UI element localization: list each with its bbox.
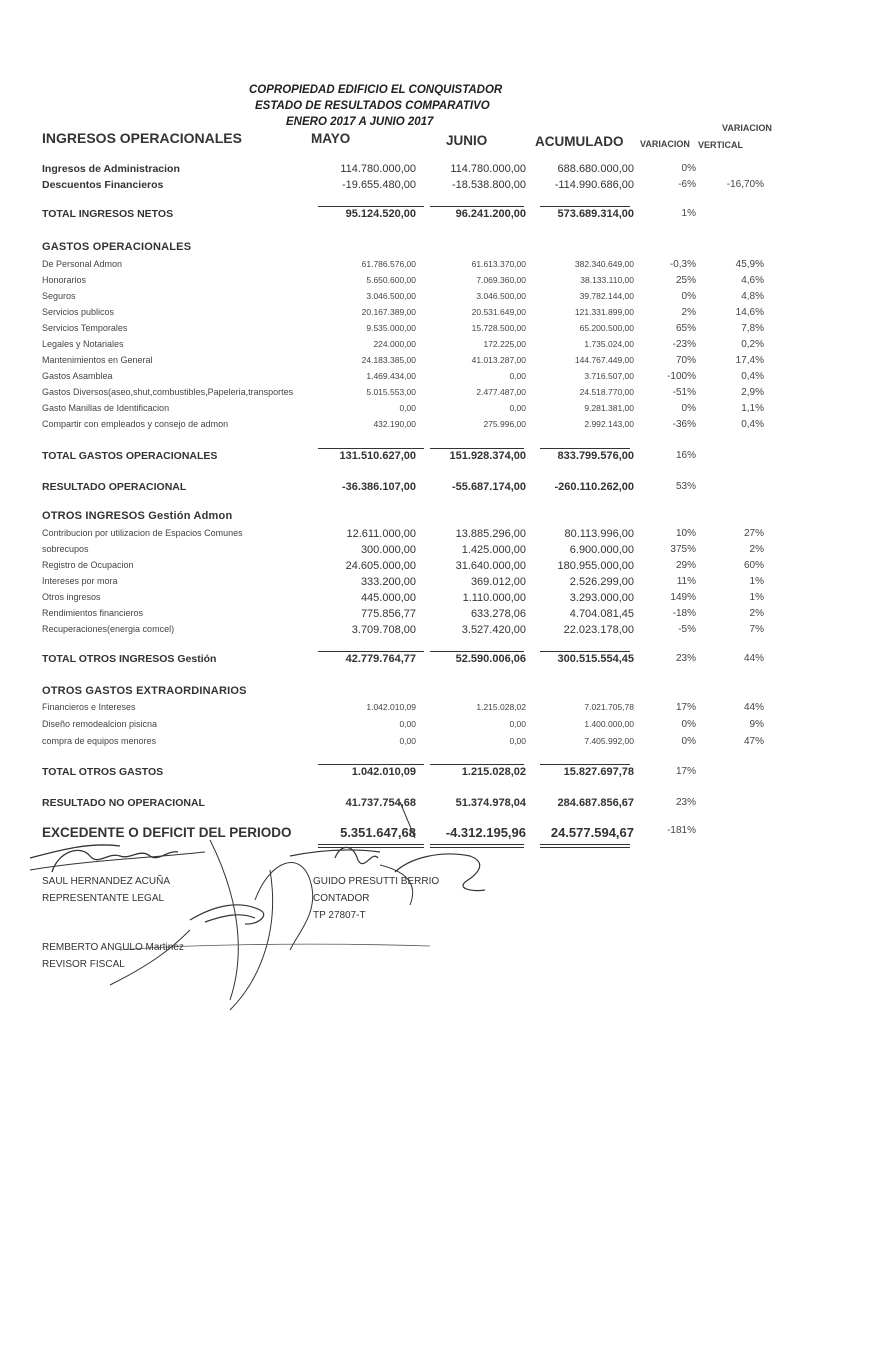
ingresos-row-acumulado: 688.680.000,00 [557, 163, 634, 175]
otros-ingresos-row-vertical: 7% [749, 624, 764, 635]
total-ingresos-row-mayo: 95.124.520,00 [345, 208, 416, 220]
excedente-row-acumulado: 24.577.594,67 [550, 825, 634, 840]
resultado-operacional-row-label: RESULTADO OPERACIONAL [42, 481, 187, 493]
gastos-row-mayo: 224.000,00 [373, 339, 416, 349]
gastos-row-acumulado: 3.716.507,00 [584, 371, 634, 381]
gastos-row-acumulado: 65.200.500,00 [579, 323, 634, 333]
otros-ingresos-row-mayo: 3.709.708,00 [351, 624, 416, 636]
otros-ingresos-row-variacion: 375% [670, 544, 696, 555]
excedente-row-variacion: -181% [667, 825, 696, 836]
gastos-row-variacion: 70% [675, 355, 696, 366]
gastos-row-variacion: -51% [672, 387, 696, 398]
total-gastos-row-mayo: 131.510.627,00 [339, 450, 416, 462]
col-variacion: VARIACION [640, 139, 690, 149]
revisor-role: REVISOR FISCAL [42, 959, 125, 970]
otros-ingresos-row-vertical: 2% [749, 608, 764, 619]
ingresos-row-acumulado: -114.990.686,00 [554, 179, 634, 191]
otros-ingresos-row-mayo: 333.200,00 [360, 576, 416, 588]
col-junio: JUNIO [446, 133, 488, 148]
excedente-row-junio: -4.312.195,96 [445, 825, 526, 840]
otros-gastos-row-label: Diseño remodealcion pisicna [42, 719, 158, 729]
otros-ingresos-row-variacion: -5% [678, 624, 696, 635]
gastos-row-mayo: 20.167.389,00 [361, 307, 416, 317]
resultado-no-operacional-row-variacion: 23% [675, 797, 696, 808]
gastos-row-junio: 61.613.370,00 [471, 259, 526, 269]
gastos-row-acumulado: 144.767.449,00 [574, 355, 634, 365]
otros-ingresos-row-vertical: 60% [743, 560, 764, 571]
otros-ingresos-row-mayo: 300.000,00 [360, 544, 416, 556]
otros-ingresos-row-label: Contribucion por utilizacion de Espacios Comunes [42, 528, 243, 538]
gastos-row-acumulado: 39.782.144,00 [579, 291, 634, 301]
otros-ingresos-row-junio: 633.278,06 [470, 608, 526, 620]
otros-gastos-row-variacion: 0% [681, 719, 696, 730]
otros-ingresos-row-acumulado: 2.526.299,00 [569, 576, 634, 588]
otros-gastos-row-acumulado: 7.021.705,78 [584, 702, 634, 712]
otros-ingresos-row-junio: 369.012,00 [470, 576, 526, 588]
resultado-no-operacional-row-junio: 51.374.978,04 [455, 797, 526, 809]
report-period: ENERO 2017 A JUNIO 2017 [286, 116, 434, 128]
gastos-row-vertical: 14,6% [735, 307, 764, 318]
col-mayo: MAYO [311, 131, 351, 146]
total-gastos-row-acumulado: 833.799.576,00 [557, 450, 634, 462]
otros-ingresos-row-vertical: 27% [743, 528, 764, 539]
gastos-row-junio: 41.013.287,00 [471, 355, 526, 365]
otros-gastos-row-acumulado: 7.405.992,00 [584, 736, 634, 746]
gastos-row-vertical: 0,4% [741, 419, 764, 430]
otros-ingresos-row-label: Intereses por mora [42, 576, 118, 586]
total-otros-gastos-row-acumulado: 15.827.697,78 [563, 766, 634, 778]
company-name: COPROPIEDAD EDIFICIO EL CONQUISTADOR [249, 84, 503, 96]
gastos-row-variacion: -23% [672, 339, 696, 350]
gastos-row-acumulado: 24.518.770,00 [579, 387, 634, 397]
section-gastos-operacionales: GASTOS OPERACIONALES [42, 241, 192, 253]
excedente-row-label: EXCEDENTE O DEFICIT DEL PERIODO [42, 825, 292, 840]
gastos-row-mayo: 0,00 [399, 403, 416, 413]
otros-gastos-row-junio: 0,00 [509, 719, 526, 729]
contador-name: GUIDO PRESUTTI BERRIO [313, 876, 440, 887]
gastos-row-variacion: -36% [672, 419, 696, 430]
gastos-row-label: Servicios publicos [42, 307, 115, 317]
gastos-row-label: Gasto Manillas de Identificacion [42, 403, 170, 413]
gastos-row-vertical: 1,1% [741, 403, 764, 414]
otros-ingresos-row-label: Otros ingresos [42, 592, 101, 602]
otros-ingresos-row-vertical: 1% [749, 576, 764, 587]
otros-gastos-row-acumulado: 1.400.000,00 [584, 719, 634, 729]
ingresos-row-mayo: -19.655.480,00 [341, 179, 416, 191]
total-ingresos-row-variacion: 1% [681, 208, 696, 219]
total-otros-gastos-row-junio: 1.215.028,02 [461, 766, 526, 778]
gastos-row-vertical: 4,8% [741, 291, 764, 302]
gastos-row-variacion: 65% [675, 323, 696, 334]
gastos-row-mayo: 24.183.385,00 [361, 355, 416, 365]
ingresos-row-variacion: 0% [681, 163, 696, 174]
otros-ingresos-row-junio: 13.885.296,00 [455, 528, 526, 540]
gastos-row-acumulado: 38.133.110,00 [580, 275, 634, 285]
gastos-row-label: Honorarios [42, 275, 87, 285]
total-gastos-row-junio: 151.928.374,00 [449, 450, 526, 462]
resultado-no-operacional-row-mayo: 41.737.754,68 [345, 797, 416, 809]
gastos-row-mayo: 9.535.000,00 [366, 323, 416, 333]
otros-gastos-row-mayo: 0,00 [399, 719, 416, 729]
total-ingresos-row-junio: 96.241.200,00 [455, 208, 526, 220]
gastos-row-junio: 2.477.487,00 [476, 387, 526, 397]
gastos-row-mayo: 3.046.500,00 [366, 291, 416, 301]
ingresos-row-label: Descuentos Financieros [42, 179, 164, 191]
ingresos-row-mayo: 114.780.000,00 [340, 163, 416, 175]
gastos-row-junio: 0,00 [509, 371, 526, 381]
ingresos-row-vertical: -16,70% [726, 179, 764, 190]
otros-ingresos-row-variacion: 149% [670, 592, 696, 603]
gastos-row-vertical: 0,2% [741, 339, 764, 350]
ingresos-row-label: Ingresos de Administracion [42, 163, 180, 175]
total-otros-gastos-row-mayo: 1.042.010,09 [351, 766, 416, 778]
resultado-operacional-row-junio: -55.687.174,00 [451, 481, 526, 493]
resultado-no-operacional-row-acumulado: 284.687.856,67 [557, 797, 634, 809]
excedente-row-mayo: 5.351.647,68 [340, 825, 416, 840]
otros-ingresos-row-mayo: 12.611.000,00 [346, 528, 416, 540]
otros-ingresos-row-junio: 1.110.000,00 [462, 592, 526, 604]
gastos-row-label: Legales y Notariales [42, 339, 124, 349]
total-otros-gastos-row-label: TOTAL OTROS GASTOS [42, 766, 164, 778]
otros-ingresos-row-acumulado: 3.293.000,00 [569, 592, 634, 604]
total-otros-gastos-row-variacion: 17% [675, 766, 696, 777]
gastos-row-vertical: 2,9% [741, 387, 764, 398]
gastos-row-variacion: 0% [681, 403, 696, 414]
otros-gastos-row-variacion: 17% [675, 702, 696, 713]
gastos-row-vertical: 7,8% [741, 323, 764, 334]
otros-ingresos-row-acumulado: 6.900.000,00 [569, 544, 634, 556]
gastos-row-vertical: 45,9% [735, 259, 764, 270]
otros-gastos-row-junio: 0,00 [509, 736, 526, 746]
otros-gastos-row-label: Financieros e Intereses [42, 702, 136, 712]
otros-ingresos-row-vertical: 1% [749, 592, 764, 603]
ingresos-row-junio: -18.538.800,00 [451, 179, 526, 191]
gastos-row-mayo: 1.469.434,00 [366, 371, 416, 381]
gastos-row-mayo: 5.650.600,00 [366, 275, 416, 285]
rep-legal-name: SAUL HERNANDEZ ACUÑA [42, 876, 170, 887]
gastos-row-junio: 0,00 [509, 403, 526, 413]
gastos-row-junio: 20.531.649,00 [471, 307, 526, 317]
otros-ingresos-row-mayo: 24.605.000,00 [345, 560, 416, 572]
total-ingresos-row-label: TOTAL INGRESOS NETOS [42, 208, 174, 220]
gastos-row-variacion: 25% [675, 275, 696, 286]
otros-gastos-row-vertical: 44% [743, 702, 764, 713]
gastos-row-acumulado: 121.331.899,00 [574, 307, 634, 317]
otros-gastos-row-variacion: 0% [681, 736, 696, 747]
otros-ingresos-row-acumulado: 180.955.000,00 [557, 560, 634, 572]
gastos-row-mayo: 61.786.576,00 [361, 259, 416, 269]
resultado-operacional-row-acumulado: -260.110.262,00 [554, 481, 634, 493]
gastos-row-junio: 172.225,00 [483, 339, 526, 349]
gastos-row-junio: 15.728.500,00 [471, 323, 526, 333]
gastos-row-label: Gastos Asamblea [42, 371, 113, 381]
otros-ingresos-row-junio: 1.425.000,00 [461, 544, 526, 556]
total-otros-ingresos-row-mayo: 42.779.764,77 [345, 653, 416, 665]
gastos-row-vertical: 17,4% [735, 355, 764, 366]
total-otros-ingresos-row-label: TOTAL OTROS INGRESOS Gestión [42, 653, 217, 665]
otros-ingresos-row-junio: 31.640.000,00 [455, 560, 526, 572]
otros-ingresos-row-label: Recuperaciones(energia comcel) [42, 624, 175, 634]
total-otros-ingresos-row-variacion: 23% [675, 653, 696, 664]
otros-gastos-row-junio: 1.215.028,02 [476, 702, 526, 712]
otros-gastos-row-vertical: 47% [743, 736, 764, 747]
gastos-row-mayo: 432.190,00 [373, 419, 416, 429]
otros-ingresos-row-mayo: 775.856,77 [360, 608, 416, 620]
gastos-row-junio: 3.046.500,00 [476, 291, 526, 301]
gastos-row-label: Compartir con empleados y consejo de admon [42, 419, 229, 429]
gastos-row-acumulado: 9.281.381,00 [584, 403, 634, 413]
ingresos-row-junio: 114.780.000,00 [450, 163, 526, 175]
gastos-row-label: De Personal Admon [42, 259, 123, 269]
otros-ingresos-row-variacion: 10% [675, 528, 696, 539]
otros-ingresos-row-vertical: 2% [749, 544, 764, 555]
otros-ingresos-row-label: sobrecupos [42, 544, 89, 554]
gastos-row-acumulado: 1.735.024,00 [584, 339, 634, 349]
otros-ingresos-row-acumulado: 80.113.996,00 [564, 528, 634, 540]
total-ingresos-row-acumulado: 573.689.314,00 [557, 208, 634, 220]
gastos-row-label: Mantenimientos en General [42, 355, 153, 365]
col-vertical: VERTICAL [698, 140, 743, 150]
otros-ingresos-row-variacion: 11% [676, 576, 696, 587]
gastos-row-junio: 275.996,00 [483, 419, 526, 429]
gastos-row-mayo: 5.015.553,00 [366, 387, 416, 397]
gastos-row-vertical: 0,4% [741, 371, 764, 382]
otros-gastos-row-label: compra de equipos menores [42, 736, 157, 746]
section-otros-ingresos: OTROS INGRESOS Gestión Admon [42, 510, 233, 522]
otros-gastos-row-mayo: 1.042.010,09 [366, 702, 416, 712]
col-acumulado: ACUMULADO [535, 134, 624, 149]
contador-tp: TP 27807-T [313, 910, 366, 921]
otros-gastos-row-vertical: 9% [749, 719, 764, 730]
otros-ingresos-row-label: Registro de Ocupacion [42, 560, 134, 570]
total-gastos-row-variacion: 16% [675, 450, 696, 461]
resultado-operacional-row-mayo: -36.386.107,00 [341, 481, 416, 493]
otros-ingresos-row-label: Rendimientos financieros [42, 608, 144, 618]
gastos-row-variacion: 0% [681, 291, 696, 302]
otros-ingresos-row-variacion: 29% [675, 560, 696, 571]
total-otros-ingresos-row-acumulado: 300.515.554,45 [557, 653, 634, 665]
gastos-row-label: Gastos Diversos(aseo,shut,combustibles,Papeleria,transportes [42, 387, 294, 397]
section-ingresos-operacionales: INGRESOS OPERACIONALES [42, 130, 242, 146]
resultado-operacional-row-variacion: 53% [675, 481, 696, 492]
section-otros-gastos: OTROS GASTOS EXTRAORDINARIOS [42, 685, 247, 697]
revisor-name: REMBERTO ANGULO Martinez [42, 942, 184, 953]
otros-ingresos-row-acumulado: 22.023.178,00 [563, 624, 634, 636]
rep-legal-role: REPRESENTANTE LEGAL [42, 893, 165, 904]
otros-ingresos-row-variacion: -18% [672, 608, 696, 619]
otros-ingresos-row-mayo: 445.000,00 [360, 592, 416, 604]
report-title: ESTADO DE RESULTADOS COMPARATIVO [255, 100, 490, 112]
gastos-row-variacion: -100% [667, 371, 696, 382]
gastos-row-acumulado: 2.992.143,00 [584, 419, 634, 429]
gastos-row-label: Seguros [42, 291, 76, 301]
contador-role: CONTADOR [313, 893, 370, 904]
gastos-row-vertical: 4,6% [741, 275, 764, 286]
col-variacion-top: VARIACION [722, 123, 772, 133]
gastos-row-junio: 7.069.360,00 [476, 275, 526, 285]
otros-gastos-row-mayo: 0,00 [399, 736, 416, 746]
gastos-row-variacion: -0,3% [669, 259, 696, 270]
gastos-row-variacion: 2% [681, 307, 696, 318]
gastos-row-acumulado: 382.340.649,00 [574, 259, 634, 269]
otros-ingresos-row-acumulado: 4.704.081,45 [569, 608, 634, 620]
gastos-row-label: Servicios Temporales [42, 323, 128, 333]
total-gastos-row-label: TOTAL GASTOS OPERACIONALES [42, 450, 218, 462]
otros-ingresos-row-junio: 3.527.420,00 [461, 624, 526, 636]
resultado-no-operacional-row-label: RESULTADO NO OPERACIONAL [42, 797, 205, 809]
ingresos-row-variacion: -6% [678, 179, 696, 190]
total-otros-ingresos-row-vertical: 44% [743, 653, 764, 664]
total-otros-ingresos-row-junio: 52.590.006,06 [455, 653, 526, 665]
